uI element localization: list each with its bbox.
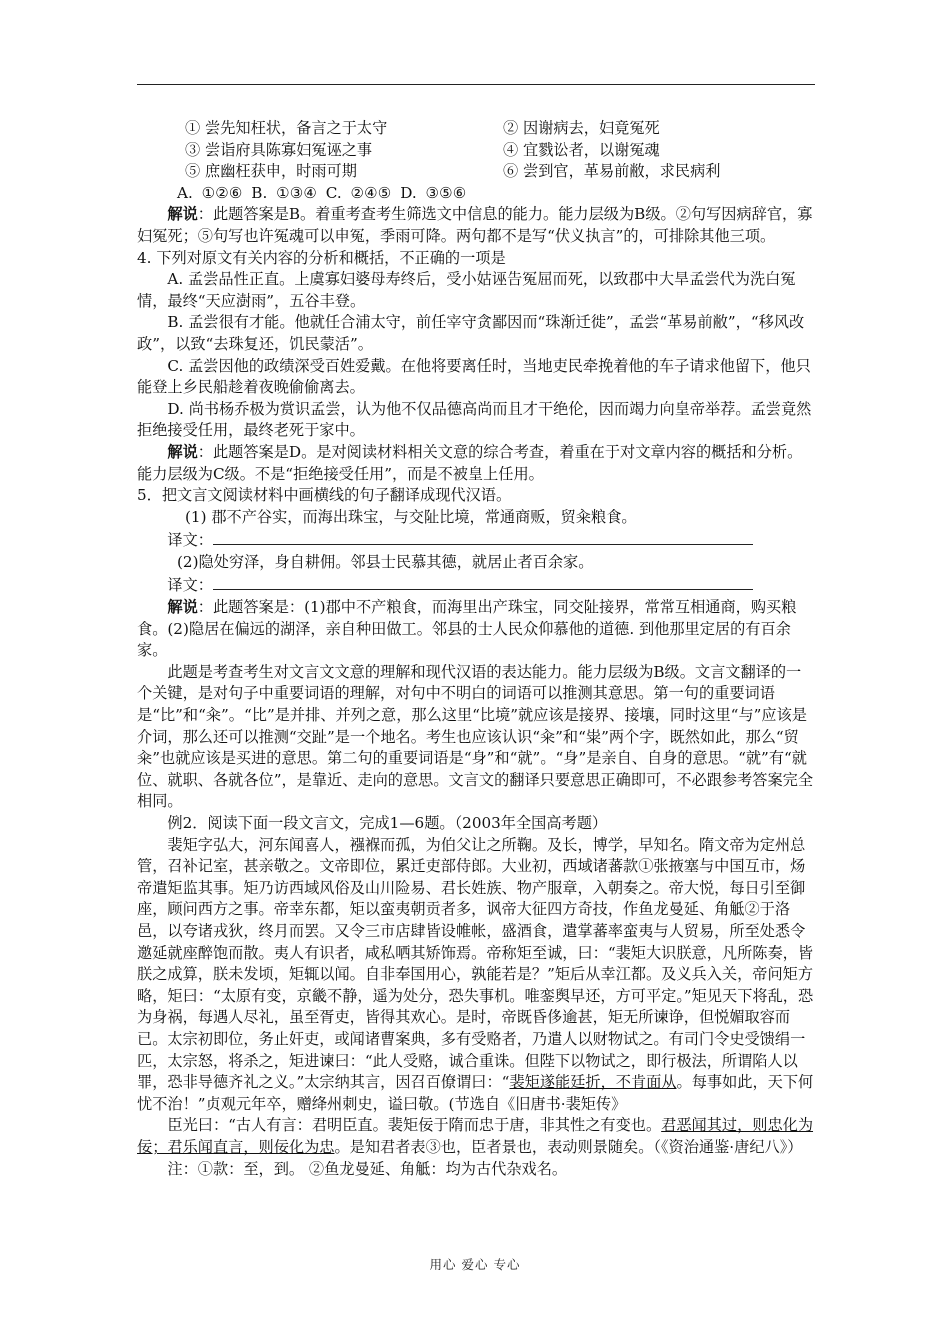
q3-option-row [137, 161, 815, 183]
passage-text: 裴矩字弘大，河东闻喜人，襁褓而孤，为伯父让之所鞠。及长，博学，早知名。隋文帝为定州总管，召补记室，甚亲敬之。文帝即位，累迁吏部侍郎。大业初，西域诸蕃款①张掖塞与中国互市，炀帝遣矩监其事。矩乃访西域风俗及山川险易、君长姓族、物产服章，入朝奏之。帝大悦，每日引至御座，顾问西方之事。帝幸东都，矩以蛮夷朝贡者多，讽帝大征四方奇技，作鱼龙曼延、角觝②于洛邑，以夸诸戎狄，终月而罢。又令三市店肆皆设帷帐，盛酒食，遣掌蕃率蛮夷与人贸易，所至处悉令邀延就座醉饱而散。夷人有识者，咸私哂其矫饰焉。帝称矩至诚，曰：“裴矩大识朕意，凡所陈奏，皆朕之成算，朕未发顷，矩辄以闻。自非奉国用心，孰能若是？”矩后从幸江都。及义兵入关，帝问矩方略，矩曰：“太原有变，京畿不静，遥为处分，恐失事机。唯銮舆早还，方可平定。”矩见天下将乱，恐为身祸，每遇人尽礼，虽至胥吏，皆得其欢心。是时，帝既昏侈逾甚，矩无所谏诤，但悦媚取容而已。太宗初即位，务止奸吏，或闻诸曹案典，多有受赂者，乃遣人以财物试之。有司门令史受馈绢一匹，太宗怒，将杀之，矩进谏曰：“此人受赂，诚合重诛。但陛下以物试之，即行极法，所谓陷人以罪，恐非导德齐礼之义。”太宗纳其言，因召百僚谓曰：“ [137, 835, 814, 1092]
q3-option-row [137, 140, 815, 162]
example-2-commentary [137, 1115, 815, 1158]
q4-option-b: B. 孟尝很有才能。他就任合浦太守，前任宰守贪鄙因而“珠渐迁徙”，孟尝“革易前敝”，“移风改政”，以致“去珠复还，饥民蒙活”。 [137, 313, 805, 353]
explanation-label: 解说 [167, 442, 198, 461]
explanation-text: ：此题答案是D。是对阅读材料相关文意的综合考查，着重在于对文章内容的概括和分析。能力层级为C级。不是“拒绝接受任用”，而是不被皇上任用。 [137, 442, 803, 483]
q5-translation-1 [137, 528, 815, 552]
q3-option-row [137, 118, 815, 140]
header-rule [137, 84, 815, 85]
passage-text: 。每事如此，天下何忧不治！”贞观元年卒，赠绛州刺史，谥曰敬。(节选自《旧唐书·裴矩传》 [137, 1073, 814, 1113]
explanation-text: ：此题答案是B。着重考查考生筛选文中信息的能力。能力层级为B级。②句写因病辞官，寡妇冤死；⑤句写也许冤魂可以申冤，季雨可降。两句都不是写“伏义执言”的，可排除其他三项。 [137, 205, 813, 245]
q3-option: ③ 尝诣府具陈寡妇冤诬之事 [185, 140, 373, 159]
q3-answer-choices: A. ①②⑥ B. ①③④ C. ②④⑤ D. ③⑤⑥ [177, 183, 467, 202]
example-2-title: 例2．阅读下面一段文言文，完成1—6题。（2003年全国高考题） [167, 814, 608, 832]
page-footer: 用心 爱心 专心 [429, 1257, 521, 1272]
underlined-sentence: 裴矩遂能廷折，不肯面从 [509, 1073, 677, 1092]
translation-blank[interactable] [213, 528, 753, 545]
passage-text: 。是知君者表③也，臣者景也，表动则景随矣。（《资治通鉴·唐纪八》） [334, 1137, 803, 1156]
q5-translation-2 [137, 573, 815, 597]
q4-explanation [137, 442, 815, 485]
explanation-label: 解说 [167, 205, 198, 224]
q3-option: ② 因谢病去，妇竟冤死 [503, 119, 660, 137]
example-2-notes: 注：①款：至，到。 ②鱼龙曼延、角觝：均为古代杂戏名。 [167, 1159, 568, 1178]
q3-option: ① 尝先知枉状，备言之于太守 [185, 119, 388, 137]
q5-sentence-1: (1) 郡不产谷实，而海出珠宝，与交阯比境，常通商贩，贸籴粮食。 [185, 507, 637, 526]
underlined-sentence: 君恶闻其过，则忠化为佞；君乐闻直言，则佞化为忠 [137, 1116, 814, 1156]
explanation-label: 解说 [167, 598, 198, 617]
q5-sentence-2: (2)隐处穷泽，身自耕佣。邻县士民慕其德，就居止者百余家。 [177, 552, 594, 571]
q4-title: 4. 下列对原文有关内容的分析和概括，不正确的一项是 [137, 248, 506, 267]
translation-blank[interactable] [213, 573, 753, 590]
q3-option: ⑥ 尝到官，革易前敝，求民病利 [503, 162, 721, 181]
q3-explanation [137, 204, 815, 247]
q4-option-d: D. 尚书杨乔极为赏识孟尝，认为他不仅品德高尚而且才干绝伦，因而竭力向皇帝举荐。孟尝竟然拒绝接受任用，最终老死于家中。 [137, 399, 812, 440]
q5-title: 5．把文言文阅读材料中画横线的句子翻译成现代汉语。 [137, 486, 512, 505]
q5-explanation [137, 597, 815, 662]
q4-option-c: C. 孟尝因他的政绩深受百姓爱戴。在他将要离任时，当地吏民牵挽着他的车子请求他留下，他只能登上乡民船趁着夜晚偷偷离去。 [137, 356, 811, 397]
translation-label: 译文： [167, 531, 213, 550]
passage-text: 臣光曰：“古人有言：君明臣直。裴矩佞于隋而忠于唐，非其性之有变也。 [167, 1116, 662, 1135]
translation-label: 译文： [167, 576, 213, 595]
q5-analysis-paragraph: 此题是考查考生对文言文文意的理解和现代汉语的表达能力。能力层级为B级。文言文翻译的一个关键，是对句子中重要词语的理解，对句中不明白的词语可以推测其意思。第一句的重要词语是“比”和“籴”。“比”是并排、并列之意，那么这里“比境”就应该是接界、接壤，同时这里“与”应该是介词，那么还可以推测“交趾”是一个地名。考生也应该认识“籴”和“粜”两个字，既然如此，那么“贸籴”也就应该是买进的意思。第二句的重要词语是“身”和“就”。“身”是亲自、自身的意思。“就”有“就位、就职、各就各位”，是靠近、走向的意思。文言文的翻译只要意思正确即可，不必跟参考答案完全相同。 [137, 662, 814, 811]
explanation-text: ：此题答案是：(1)郡中不产粮食，而海里出产珠宝，同交阯接界，常常互相通商，购买粮食。(2)隐居在偏远的湖泽，亲自种田做工。邻县的士人民众仰慕他的道德. 到他那里定居的有百余家。 [137, 598, 797, 660]
q3-option: ⑤ 庶幽枉获申，时雨可期 [185, 162, 357, 181]
q3-option: ④ 宜戮讼者，以谢冤魂 [503, 140, 660, 159]
example-2-passage [137, 835, 815, 1116]
document-body [137, 118, 815, 1180]
q4-option-a: A. 孟尝品性正直。上虞寡妇婆母寿终后，受小姑诬告冤屈而死，以致郡中大旱孟尝代为洗白冤情，最终“天应澍雨”，五谷丰登。 [137, 270, 796, 310]
